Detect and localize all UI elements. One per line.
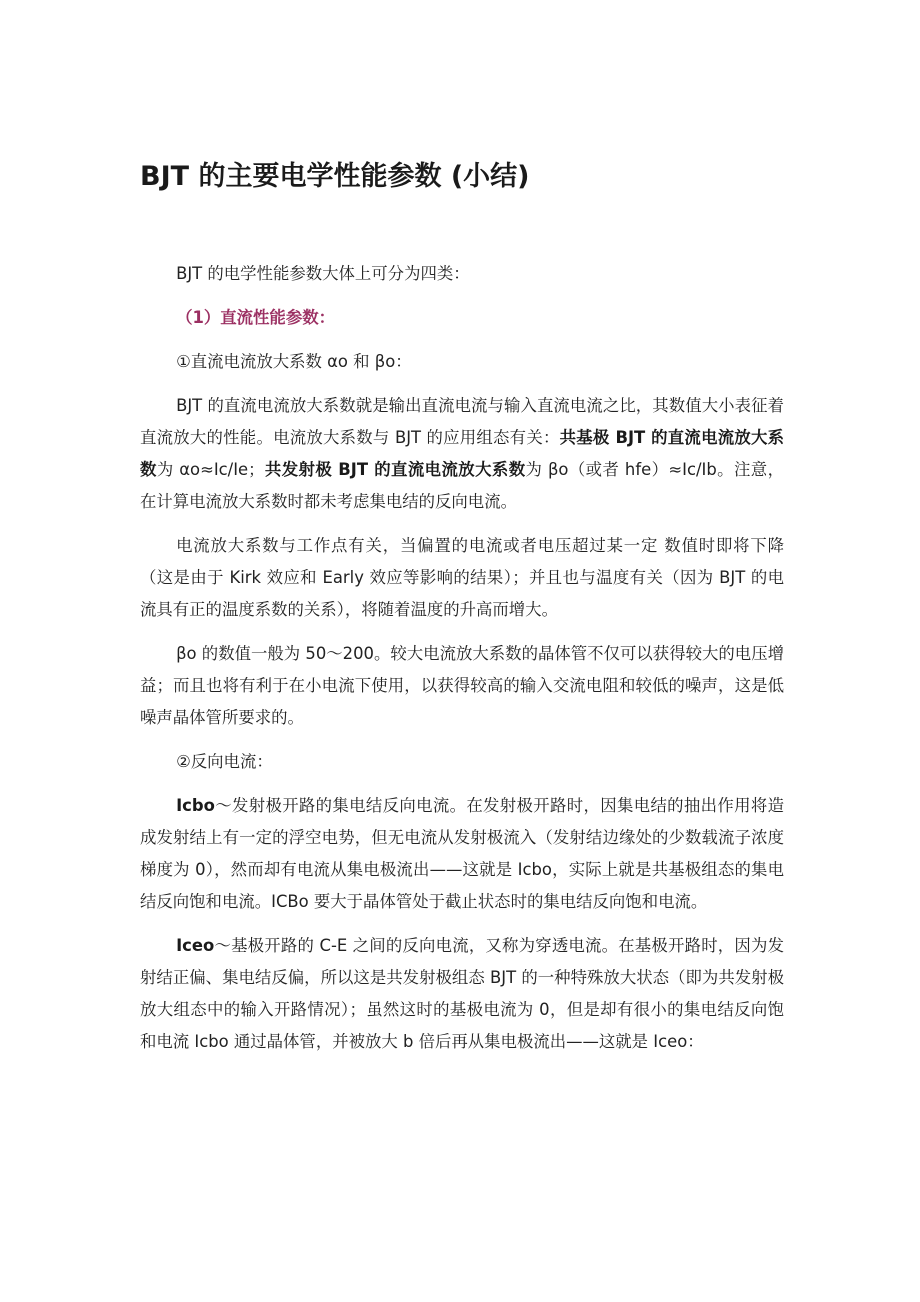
item-title-current-gain: ①直流电流放大系数 αo 和 βo： xyxy=(176,352,412,371)
text-span: 为 αo≈Ic/Ie； xyxy=(156,460,265,479)
bold-term-common-emitter: 共发射极 BJT 的直流电流放大系数 xyxy=(264,460,526,479)
item-title-reverse-current: ②反向电流： xyxy=(176,752,273,771)
text-span: BJT 的直流电流放大系数就是输出直流电流与输入直流电流之比，其数值大小表征着直流放大的性能。电流放大系数与 BJT 的应用组态有关： xyxy=(140,396,784,447)
bold-term-common-base: 共基极 BJT 的直流电流放大系数 xyxy=(140,428,784,479)
paragraph-operating-point: 电流放大系数与工作点有关，当偏置的电流或者电压超过某一定 数值时即将下降（这是由于 Kirk 效应和 Early 效应等影响的结果）；并且也与温度有关（因为 BJT 的电流具有正的温度系数的关系），将随着温度的升高而增大。 xyxy=(140,536,784,619)
paragraph-beta-range: βo 的数值一般为 50～200。较大电流放大系数的晶体管不仅可以获得较大的电压增益；而且也将有利于在小电流下使用，以获得较高的输入交流电阻和较低的噪声，这是低噪声晶体管所要求的。 xyxy=(140,644,784,727)
text-span: ～基极开路的 C-E 之间的反向电流，又称为穿透电流。在基极开路时，因为发射结正偏、集电结反偏，所以这是共发射极组态 BJT 的一种特殊放大状态（即为共发射极放大组态中的输入开路情况）；虽然这时的基极电流为 0，但是却有很小的集电结反向饱和电流 Icbo 通过晶体管，并被放大 b 倍后再从集电极流出——这就是 Iceo： xyxy=(140,936,784,1051)
bold-term-iceo: Iceo xyxy=(176,936,215,955)
document-body xyxy=(140,258,784,1070)
text-span: 为 βo（或者 hfe）≈Ic/Ib。注意，在计算电流放大系数时都未考虑集电结的反向电流。 xyxy=(140,460,784,511)
intro-paragraph: BJT 的电学性能参数大体上可分为四类： xyxy=(176,264,470,283)
text-span: ～发射极开路的集电结反向电流。在发射极开路时，因集电结的抽出作用将造成发射结上有一定的浮空电势，但无电流从发射极流入（发射结边缘处的少数载流子浓度梯度为 0），然而却有电流从集电极流出——这就是 Icbo，实际上就是共基极组态的集电结反向饱和电流。ICBo 要大于晶体管处于截止状态时的集电结反向饱和电流。 xyxy=(140,796,784,911)
bold-term-icbo: Icbo xyxy=(176,796,215,815)
page-title: BJT 的主要电学性能参数 (小结) xyxy=(140,161,530,192)
paragraph-icbo xyxy=(140,790,784,918)
paragraph-current-gain-definition xyxy=(140,390,784,518)
paragraph-iceo xyxy=(140,930,784,1058)
section-heading-dc-parameters: （1）直流性能参数： xyxy=(176,308,335,327)
